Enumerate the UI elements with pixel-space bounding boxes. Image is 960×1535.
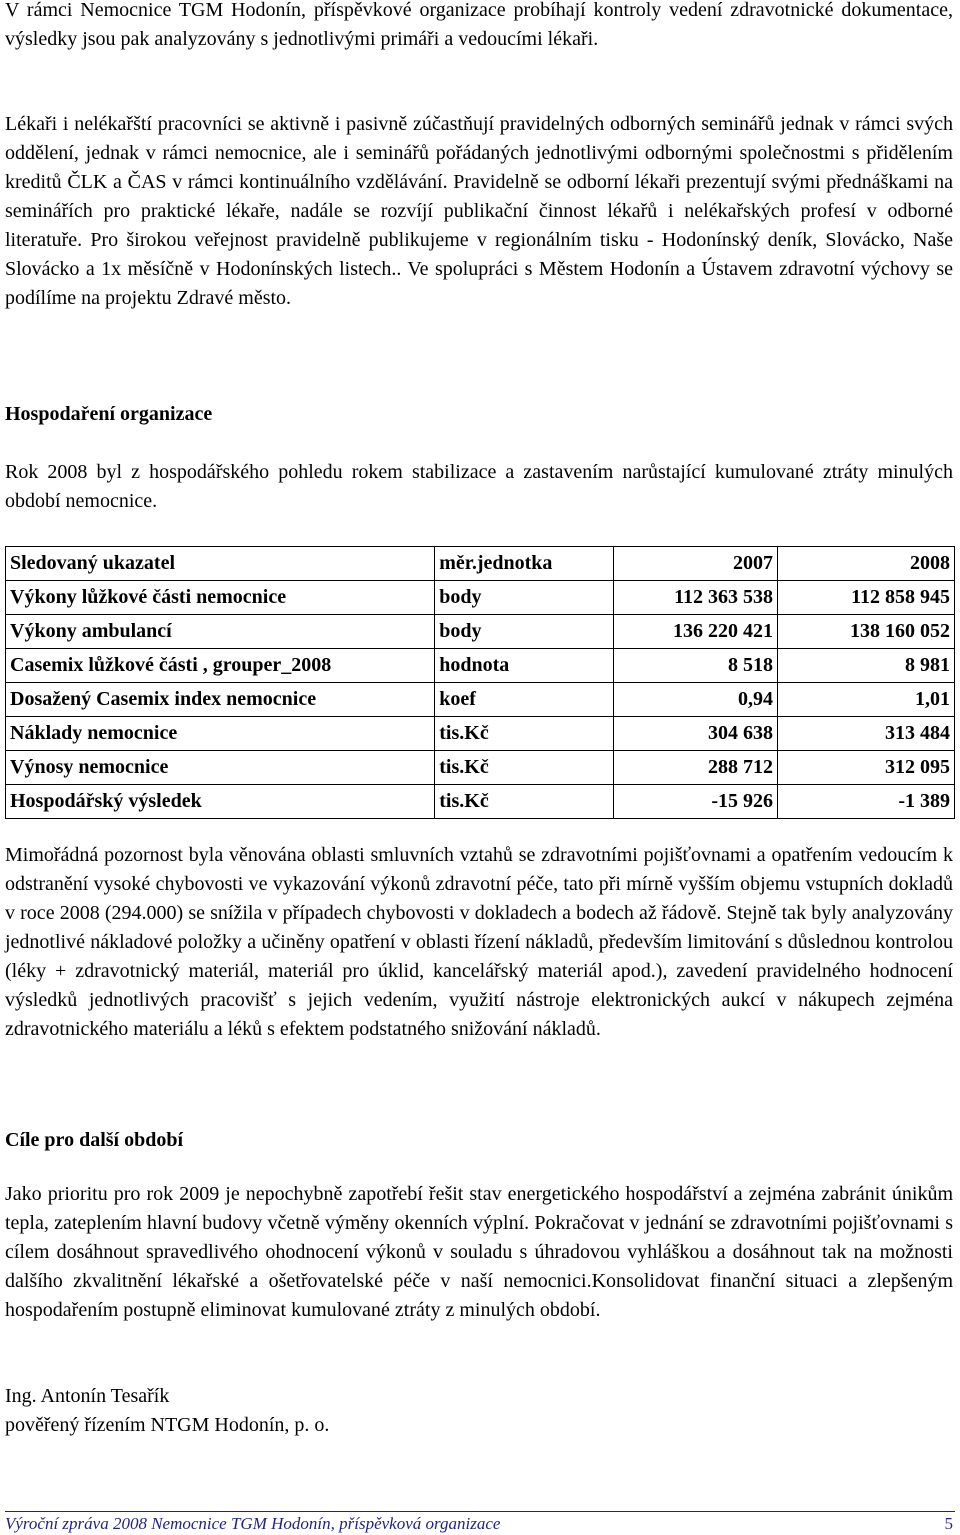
paragraph-insurance-relations: Mimořádná pozornost byla věnována oblasti smluvních vztahů se zdravotními pojišťovnami a opatřením vedoucím k odstranění vysoké chybovosti ve vykazování výkonů zdravotní péče, tato při mírně vyšším objemu vstupních dokladů v roce 2008 (294.000) se snížila v případech chybovosti v dokladech a bodech až řádově. Stejně tak byly analyzovány jednotlivé nákladové položky a učiněny opatření v oblasti řízení nákladů, především limitování s důslednou kontrolou (léky + zdravotnický materiál, materiál pro úklid, kancelářský materiál apod.), zavedení pravidelného hodnocení výsledků jednotlivých pracovišť s jejich vedením, využití nástroje elektronických aukcí v nákupech zejména zdravotnického materiálu a léků s efektem podstatného snižování nákladů. <box>5 844 953 1040</box>
table-cell: 304 638 <box>613 717 777 751</box>
header-cell: měr.jednotka <box>435 547 613 581</box>
table-cell: Casemix lůžkové části , grouper_2008 <box>6 649 435 683</box>
table-row <box>6 717 955 751</box>
table-cell: Výkony ambulancí <box>6 615 435 649</box>
table-cell: -1 389 <box>778 785 955 819</box>
table-cell: 312 095 <box>778 751 955 785</box>
table-row <box>6 785 955 819</box>
table-row <box>6 581 955 615</box>
footer-text: Výroční zpráva 2008 Nemocnice TGM Hodonín, příspěvková organizace <box>5 1514 501 1533</box>
header-cell: Sledovaný ukazatel <box>6 547 435 581</box>
table-cell: body <box>435 581 613 615</box>
table-cell: Dosažený Casemix index nemocnice <box>6 683 435 717</box>
table-cell: 313 484 <box>778 717 955 751</box>
table-cell: -15 926 <box>613 785 777 819</box>
table-row <box>6 751 955 785</box>
heading-cile: Cíle pro další období <box>5 1129 184 1151</box>
signature-role: pověřený řízením NTGM Hodonín, p. o. <box>5 1414 330 1436</box>
table-row <box>6 683 955 717</box>
table-cell: body <box>435 615 613 649</box>
table-cell: 288 712 <box>613 751 777 785</box>
paragraph-documentation-control: V rámci Nemocnice TGM Hodonín, příspěvkové organizace probíhají kontroly vedení zdravotnické dokumentace, výsledky jsou pak analyzovány s jednotlivými primáři a vedoucími lékaři. <box>5 0 953 50</box>
table-cell: 112 858 945 <box>778 581 955 615</box>
table-cell: 0,94 <box>613 683 777 717</box>
paragraph-rok-2008: Rok 2008 byl z hospodářského pohledu rokem stabilizace a zastavením narůstající kumulované ztráty minulých období nemocnice. <box>5 461 953 512</box>
table-row <box>6 615 955 649</box>
table-cell: 138 160 052 <box>778 615 955 649</box>
signature-block <box>5 1382 329 1440</box>
table-cell: hodnota <box>435 649 613 683</box>
page-number: 5 <box>944 1514 953 1533</box>
economic-indicators-table <box>5 546 955 819</box>
table-cell: tis.Kč <box>435 717 613 751</box>
table-cell: tis.Kč <box>435 751 613 785</box>
paragraph-seminars: Lékaři i nelékařští pracovníci se aktivně i pasivně zúčastňují pravidelných odborných seminářů jednak v rámci svých oddělení, jednak v rámci nemocnice, ale i seminářů pořádaných jednotlivými odbornými společnostmi s přidělením kreditů ČLK a ČAS v rámci kontinuálního vzdělávání. Pravidelně se odborní lékaři prezentují svými přednáškami na seminářích pro praktické lékaře, nadále se rozvíjí publikační činnost lékařů i nelékařských profesí v odborné literatuře. Pro širokou veřejnost pravidelně publikujeme v regionálním tisku - Hodonínský deník, Slovácko, Naše Slovácko a 1x měsíčně v Hodonínských listech.. Ve spolupráci s Městem Hodonín a Ústavem zdravotní výchovy se podílíme na projektu Zdravé město. <box>5 113 953 309</box>
paragraph-priorities-2009: Jako prioritu pro rok 2009 je nepochybně zapotřebí řešit stav energetického hospodářství a zejména zabránit únikům tepla, zateplením hlavní budovy včetně výměny okenních výplní. Pokračovat v jednání se zdravotními pojišťovnami s cílem dosáhnout spravedlivého ohodnocení výkonů v souladu s úhradovou vyhláškou a dosáhnout tak na možnosti dalšího zkvalitnění lékařské a ošetřovatelské péče v naší nemocnici.Konsolidovat finanční situaci a zlepšeným hospodařením postupně eliminovat kumulované ztráty z minulých období. <box>5 1183 953 1321</box>
table-cell: 1,01 <box>778 683 955 717</box>
table-cell: 8 981 <box>778 649 955 683</box>
header-cell: 2008 <box>778 547 955 581</box>
table-cell: 136 220 421 <box>613 615 777 649</box>
table-cell: Hospodářský výsledek <box>6 785 435 819</box>
table-cell: Náklady nemocnice <box>6 717 435 751</box>
header-cell: 2007 <box>613 547 777 581</box>
table-cell: 8 518 <box>613 649 777 683</box>
footer-divider <box>5 1511 955 1512</box>
table-cell: Výkony lůžkové části nemocnice <box>6 581 435 615</box>
signature-name: Ing. Antonín Tesařík <box>5 1385 170 1407</box>
table-cell: tis.Kč <box>435 785 613 819</box>
page-footer <box>5 1513 955 1535</box>
heading-hospodareni: Hospodaření organizace <box>5 403 213 425</box>
table-header-row <box>6 547 955 581</box>
table-cell: koef <box>435 683 613 717</box>
table-row <box>6 649 955 683</box>
table-cell: Výnosy nemocnice <box>6 751 435 785</box>
table-cell: 112 363 538 <box>613 581 777 615</box>
